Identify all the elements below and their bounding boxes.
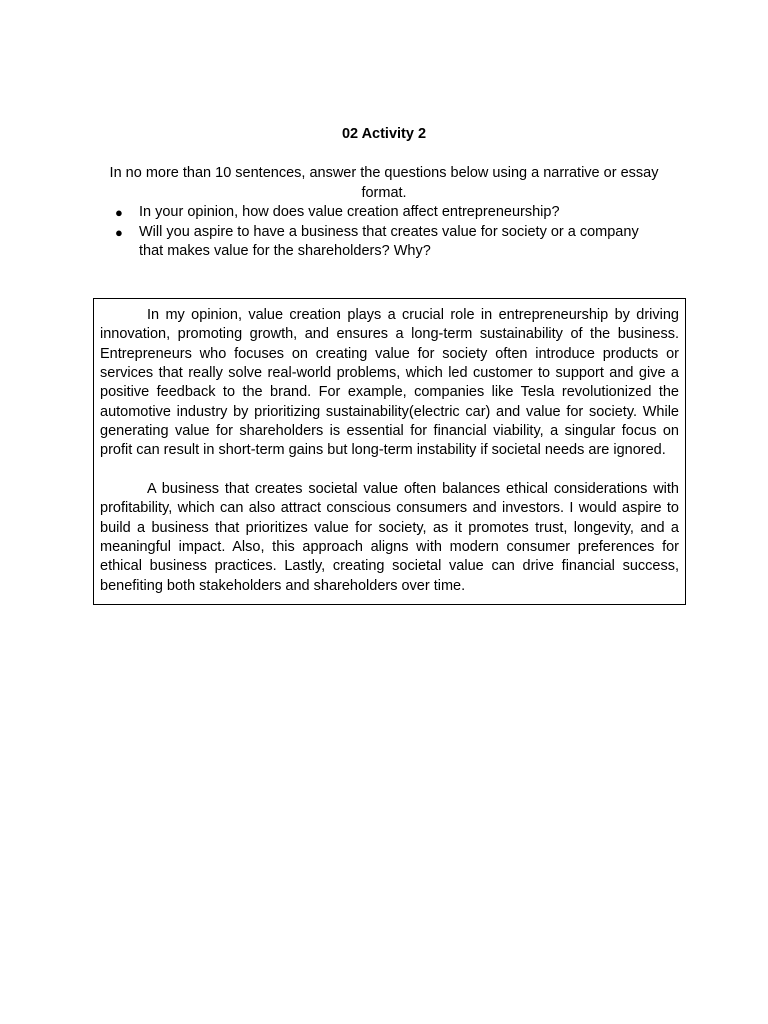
bullet-icon: ● (115, 205, 123, 220)
answer-paragraph: A business that creates societal value often balances ethical considerations with profitability, which can also attract conscious consumers and investors. I would aspire to build a business that prioritizes value for society, as it promotes trust, longevity, and a meaningful impact. Also, this approach aligns with modern consumer preferences for ethical business practices. Lastly, creating societal value can drive financial success, benefiting both stakeholders and shareholders over time. (100, 481, 679, 594)
bullet-icon: ● (115, 224, 123, 240)
question-list (108, 203, 660, 262)
instructions-block (108, 164, 660, 262)
question-item (108, 223, 660, 262)
page-title: 02 Activity 2 (341, 126, 427, 142)
question-text: Will you aspire to have a business that creates value for society or a company that makes value for the shareholders? Why? (139, 223, 639, 259)
question-item (108, 203, 660, 223)
answer-box (93, 298, 686, 605)
instruction-text: In no more than 10 sentences, answer the questions below using a narrative or essay format. (109, 165, 659, 201)
question-text: In your opinion, how does value creation affect entrepreneurship? (139, 204, 560, 220)
answer-paragraph: In my opinion, value creation plays a crucial role in entrepreneurship by driving innovation, promoting growth, and ensures a long-term sustainability of the business. Entrepreneurs who focuses on creating value for society often introduce products or services that really solve real-world problems, which led customer to support and give a positive feedback to the brand. For example, companies like Tesla revolutionized the automotive industry by prioritizing sustainability(electric car) and value for society. While generating value for shareholders is essential for financial viability, a singular focus on profit can result in short-term gains but long-term instability if societal needs are ignored. (100, 307, 679, 459)
